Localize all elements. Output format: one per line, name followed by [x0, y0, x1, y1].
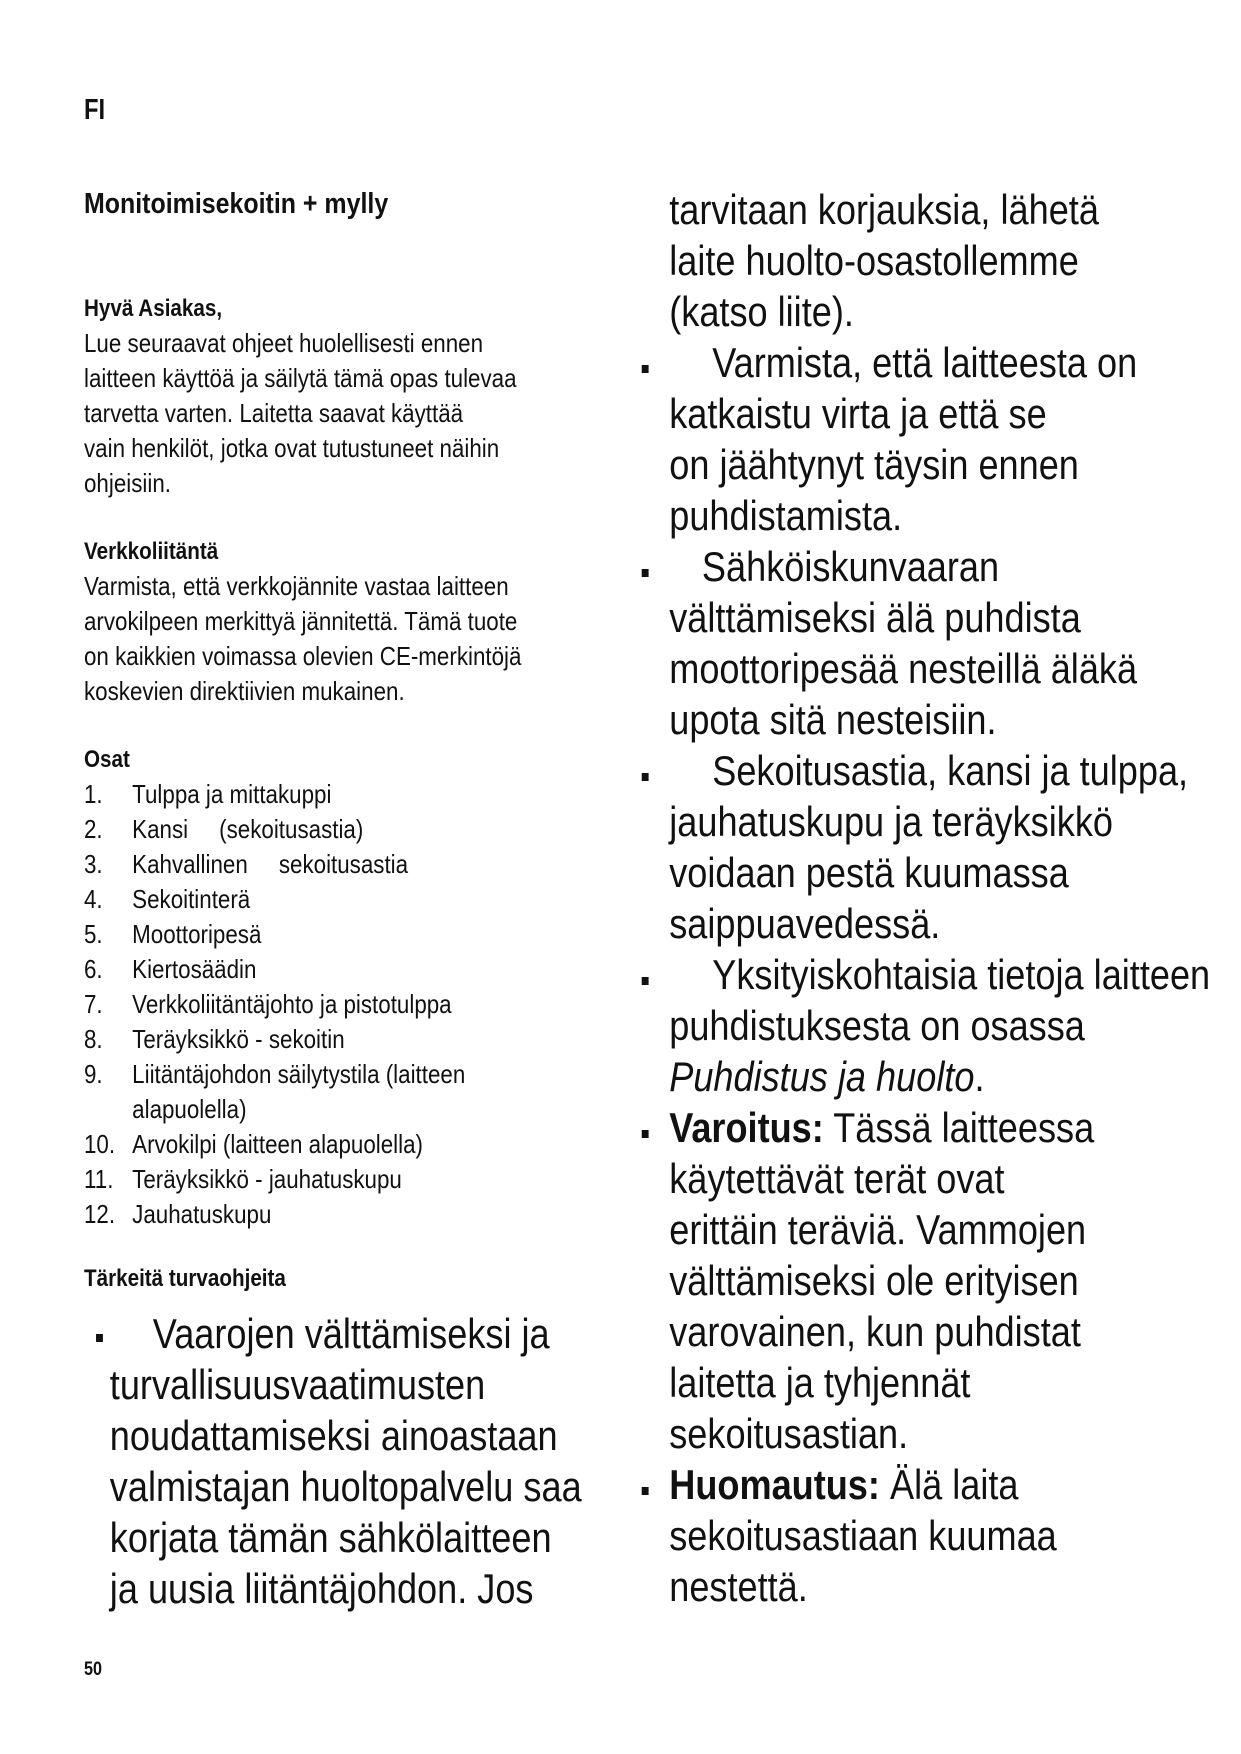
bullet-icon: [642, 977, 649, 985]
continued-line: tarvitaan korjauksia, lähetä: [669, 186, 1099, 233]
list-item: 3. Kahvallinen sekoitusastia: [84, 849, 409, 879]
warning-label: Varoitus:: [669, 1104, 824, 1151]
network-line: Varmista, että verkkojännite vastaa laitteen: [84, 571, 509, 601]
safety-line: korjata tämän sähkölaitteen: [109, 1514, 552, 1561]
safety-line: turvallisuusvaatimusten: [109, 1361, 486, 1408]
bullet-item: Sähköiskunvaaran: [640, 541, 1147, 592]
parts-list: [84, 777, 566, 1232]
greeting: Hyvä Asiakas,: [84, 295, 223, 322]
continued-line: (katso liite).: [669, 288, 854, 335]
list-item: 12. Jauhatuskupu: [84, 1199, 272, 1229]
list-item: 1. Tulppa ja mittakuppi: [84, 779, 332, 809]
note-label: Huomautus:: [669, 1461, 880, 1508]
left-column: [84, 186, 644, 1296]
list-item: 4. Sekoitinterä: [84, 884, 251, 914]
safety-bullet: [84, 1308, 644, 1614]
continued-line: laite huolto-osastollemme: [669, 237, 1079, 284]
intro-line: vain henkilöt, jotka ovat tutustuneet näihin: [84, 433, 500, 463]
list-item: 9. Liitäntäjohdon säilytystila (laitteen: [84, 1059, 466, 1089]
cross-reference: Puhdistus ja huolto: [669, 1053, 975, 1100]
list-item: 5. Moottoripesä: [84, 919, 262, 949]
bullet-icon: [642, 569, 649, 577]
list-item: 6. Kiertosäädin: [84, 954, 257, 984]
list-item: 2. Kansi (sekoitusastia): [84, 814, 364, 844]
list-item: alapuolella): [132, 1094, 247, 1124]
product-title: Monitoimisekoitin + mylly: [84, 188, 389, 220]
right-column: tarvitaan korjauksia, lähetä laite huolto-osastollemme (katso liite). Varmista, että laitteesta on katkaistu virta ja että se on jäähtynyt täysin ennen puhdistamista. Sähköiskunvaaran välttämiseksi älä puhdista moottoripesää nesteillä äläkä upota sitä nesteisiin. Sekoitusastia, kansi ja tulppa, jauhatuskupu ja teräyksikkö voidaan pestä kuumassa saippuavedessä. Yksityiskohtaisia tietoja laitteen puhdistuksesta on osassa Puhdistus ja huolto. Varoitus: Tässä laitteessa käytettävät terät ovat erittäin teräviä. Vammojen välttämiseksi ole erityisen varovainen, kun puhdistat laitetta ja tyhjennät sekoitusastian. Huomautus: Älä laita sekoitusastiaan kuumaa nestettä.: [640, 184, 1230, 1612]
intro-line: tarvetta varten. Laitetta saavat käyttää: [84, 398, 464, 428]
safety-line: valmistajan huoltopalvelu saa: [109, 1463, 582, 1510]
safety-heading: Tärkeitä turvaohjeita: [84, 1265, 286, 1292]
network-line: koskevien direktiivien mukainen.: [84, 676, 405, 706]
bullet-icon: [96, 1334, 103, 1342]
list-item: 10. Arvokilpi (laitteen alapuolella): [84, 1129, 424, 1159]
intro-line: Lue seuraavat ohjeet huolellisesti ennen: [84, 328, 484, 358]
safety-line: Vaarojen välttämiseksi ja: [152, 1310, 550, 1357]
safety-line: noudattamiseksi ainoastaan: [109, 1412, 558, 1459]
list-item: 11. Teräyksikkö - jauhatuskupu: [84, 1164, 402, 1194]
network-heading: Verkkoliitäntä: [84, 538, 219, 565]
language-code: FI: [84, 94, 106, 126]
intro-line: ohjeisiin.: [84, 468, 172, 498]
note-item: Huomautus: Älä laita: [640, 1459, 1147, 1510]
bullet-item: Yksityiskohtaisia tietoja laitteen: [640, 949, 1147, 1000]
list-item: 7. Verkkoliitäntäjohto ja pistotulppa: [84, 989, 452, 1019]
intro-line: laitteen käyttöä ja säilytä tämä opas tulevaa: [84, 363, 517, 393]
page-number: 50: [84, 1659, 102, 1680]
safety-line: ja uusia liitäntäjohdon. Jos: [109, 1565, 534, 1612]
bullet-icon: [642, 365, 649, 373]
network-line: on kaikkien voimassa olevien CE-merkintöjä: [84, 641, 522, 671]
bullet-item: Sekoitusastia, kansi ja tulppa,: [640, 745, 1147, 796]
warning-item: Varoitus: Tässä laitteessa: [640, 1102, 1147, 1153]
bullet-icon: [642, 1487, 649, 1495]
network-line: arvokilpeen merkittyä jännitettä. Tämä tuote: [84, 606, 518, 636]
list-item: 8. Teräyksikkö - sekoitin: [84, 1024, 345, 1054]
bullet-item: Varmista, että laitteesta on: [640, 337, 1147, 388]
bullet-icon: [642, 1130, 649, 1138]
parts-heading: Osat: [84, 746, 130, 773]
bullet-icon: [642, 773, 649, 781]
